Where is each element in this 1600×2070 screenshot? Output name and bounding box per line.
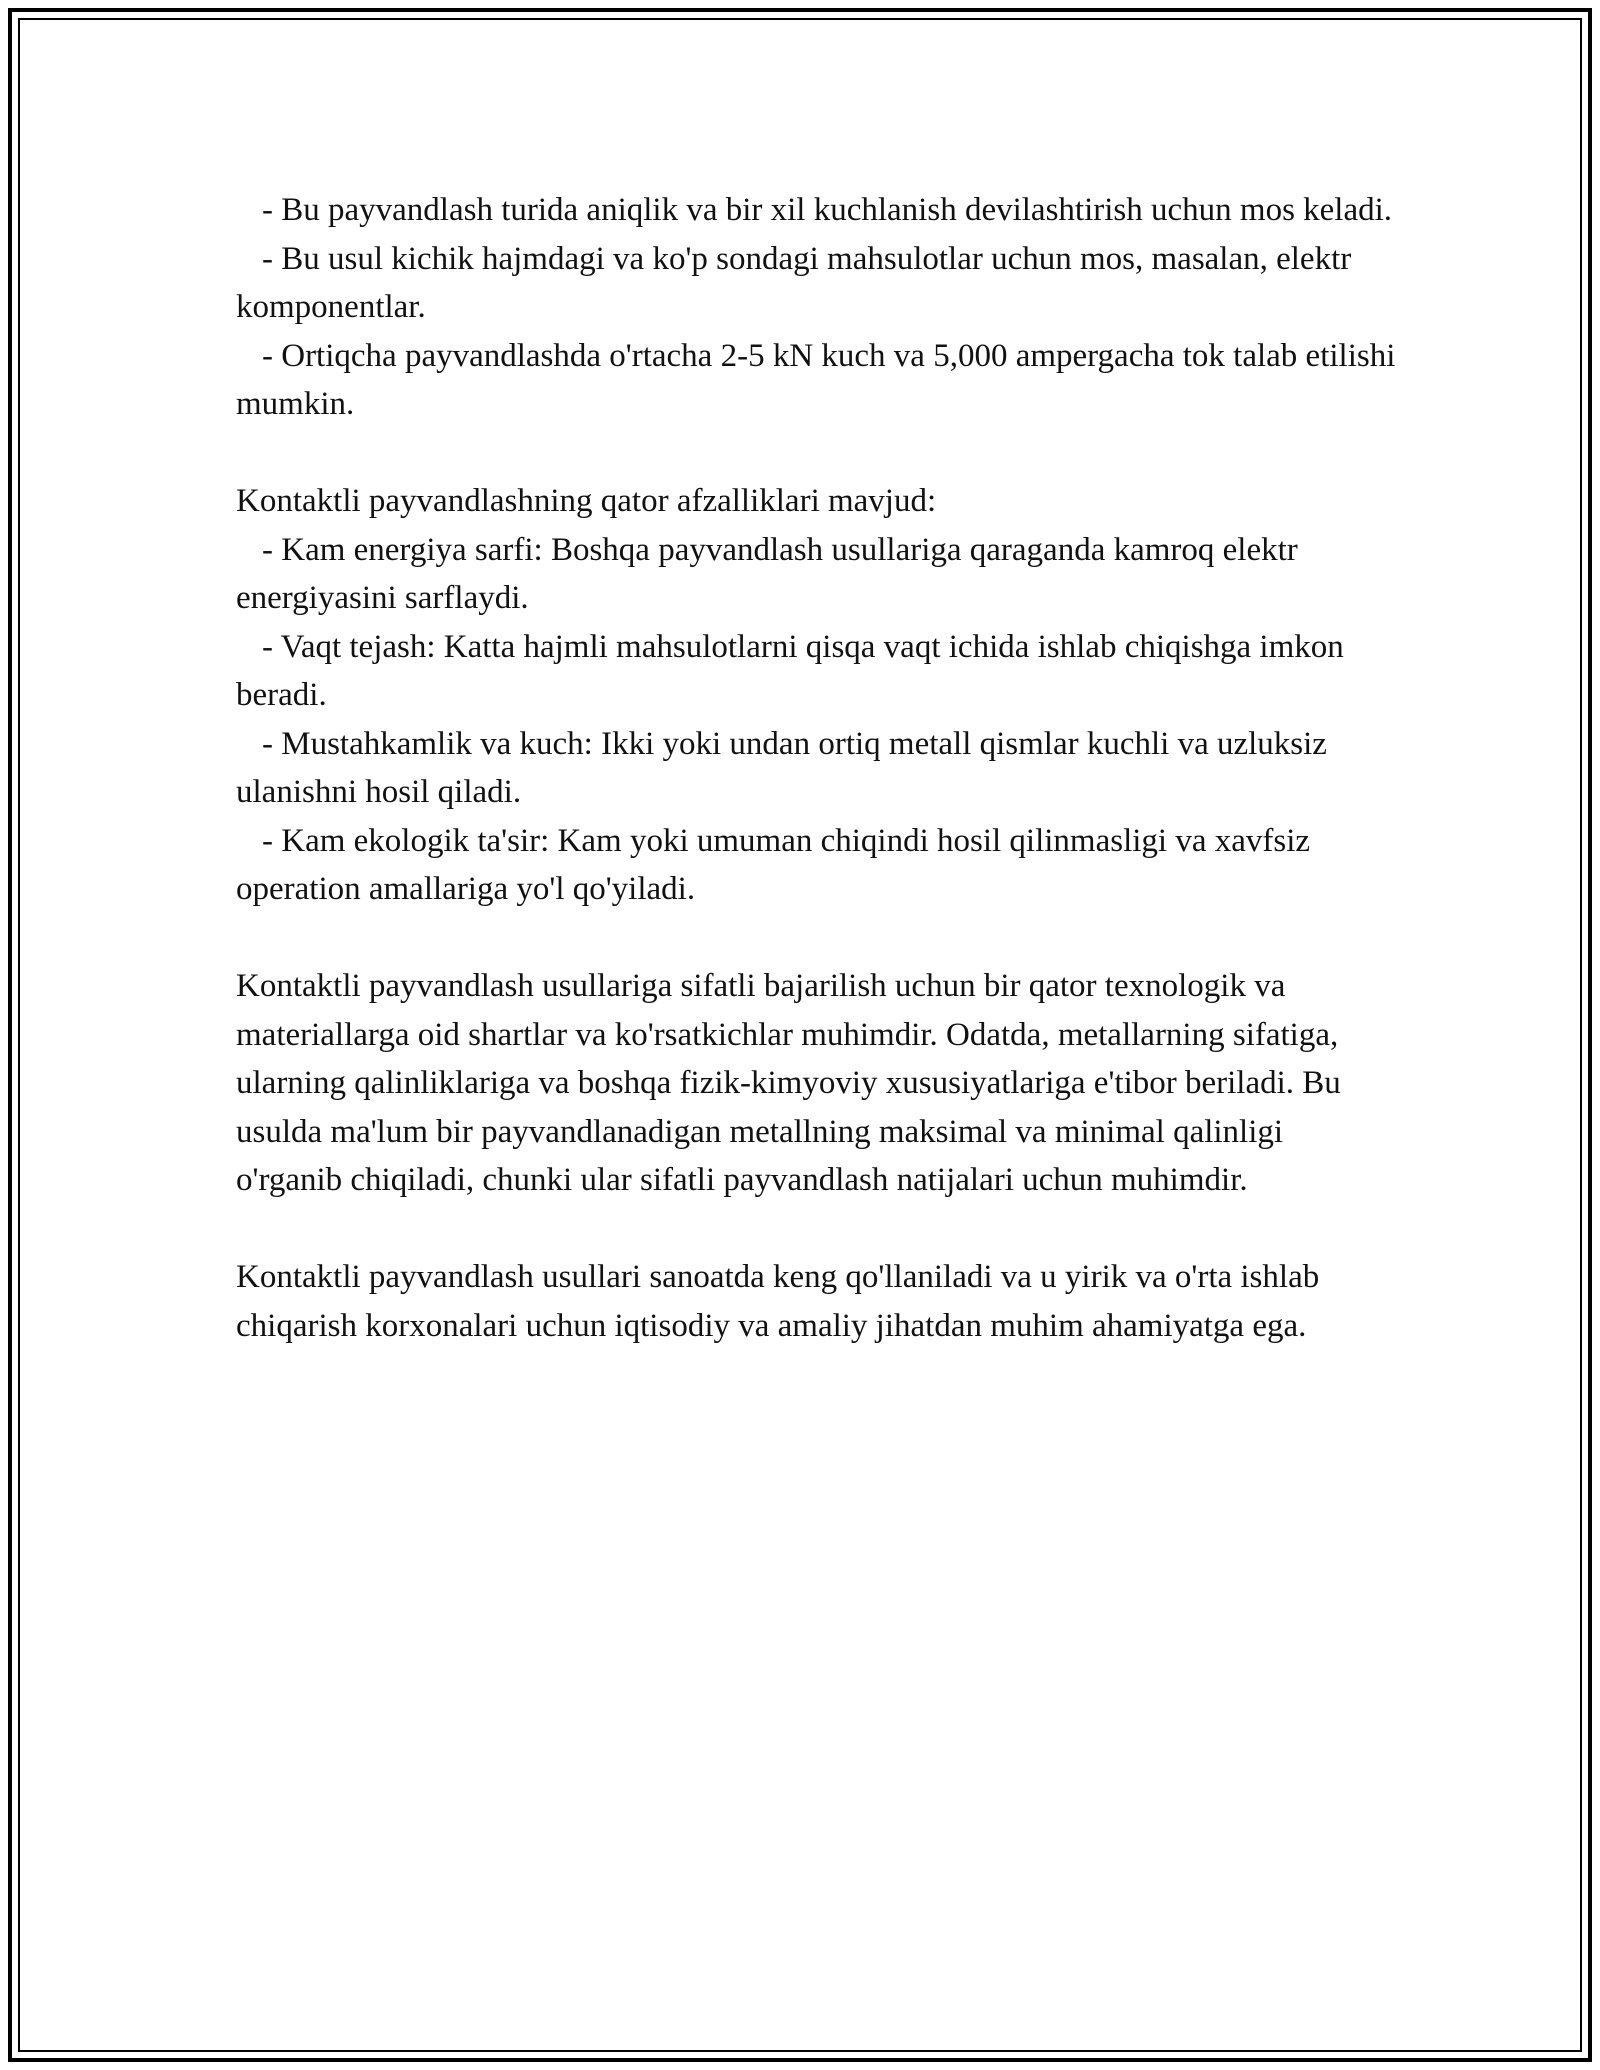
bullet-text: - Vaqt tejash: Katta hajmli mahsulotlarni qisqa vaqt ichida ishlab chiqishga imkon beradi. (236, 628, 1344, 713)
bullet-item (236, 235, 1396, 332)
bullet-text: - Kam energiya sarfi: Boshqa payvandlash usullariga qaraganda kamroq elektr energiyasini sarflaydi. (236, 531, 1298, 616)
bullet-item (236, 332, 1396, 429)
advantages-intro: Kontaktli payvandlashning qator afzalliklari mavjud: (236, 483, 937, 519)
bullet-text: - Kam ekologik ta'sir: Kam yoki umuman chiqindi hosil qilinmasligi va xavfsiz operation amallariga yo'l qo'yiladi. (236, 822, 1311, 907)
paragraph-gap (236, 1205, 1396, 1254)
bullet-item (236, 720, 1396, 817)
paragraph-gap (236, 429, 1396, 478)
requirements-paragraph: Kontaktli payvandlash usullariga sifatli bajarilish uchun bir qator texnologik va materiallarga oid shartlar va ko'rsatkichlar muhimdir. Odatda, metallarning sifatiga, ularning qalinliklariga va boshqa fizik-kimyoviy xususiyatlariga e'tibor beriladi. Bu usulda ma'lum bir payvandlanadigan metallning maksimal va minimal qalinligi o'rganib chiqiladi, chunki ular sifatli payvandlash natijalari uchun muhimdir. (236, 968, 1341, 1198)
bullet-item (236, 623, 1396, 720)
bullet-item (236, 817, 1396, 914)
bullet-text: - Bu usul kichik hajmdagi va ko'p sondagi mahsulotlar uchun mos, masalan, elektr komponentlar. (236, 240, 1352, 325)
bullet-text: - Ortiqcha payvandlashda o'rtacha 2-5 kN kuch va 5,000 ampergacha tok talab etilishi mumkin. (236, 337, 1396, 422)
bullet-list-welding-notes (236, 186, 1396, 429)
paragraph-gap (236, 914, 1396, 963)
bullet-text: - Mustahkamlik va kuch: Ikki yoki undan ortiq metall qismlar kuchli va uzluksiz ulanishni hosil qiladi. (236, 725, 1327, 810)
document-body (236, 186, 1396, 1350)
bullet-item (236, 186, 1396, 235)
bullet-list-advantages (236, 526, 1396, 914)
bullet-item (236, 526, 1396, 623)
bullet-text: - Bu payvandlash turida aniqlik va bir xil kuchlanish devilashtirish uchun mos keladi. (262, 192, 1393, 228)
conclusion-paragraph: Kontaktli payvandlash usullari sanoatda keng qo'llaniladi va u yirik va o'rta ishlab chiqarish korxonalari uchun iqtisodiy va amaliy jihatdan muhim ahamiyatga ega. (236, 1259, 1320, 1344)
